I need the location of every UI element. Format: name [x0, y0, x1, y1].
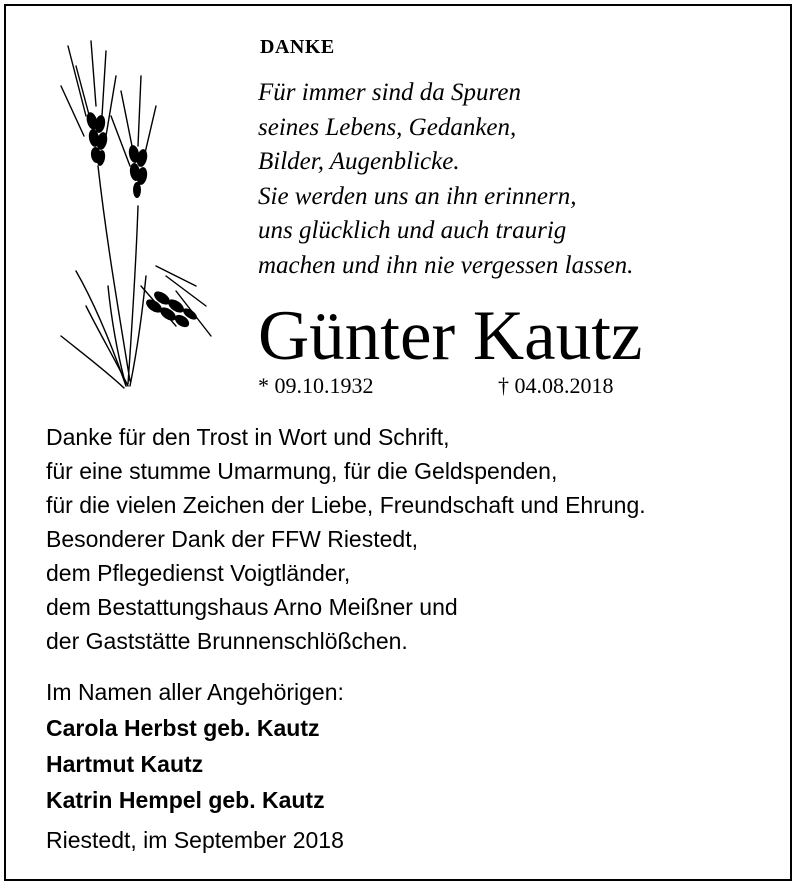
deceased-name: Günter Kautz: [258, 297, 643, 375]
notice-heading: DANKE: [260, 36, 335, 58]
thanks-text: [46, 420, 786, 658]
poem-line: seines Lebens, Gedanken,: [258, 113, 517, 141]
thanks-line: dem Pflegedienst Voigtländer,: [46, 560, 351, 586]
birth-date: * 09.10.1932: [258, 373, 374, 398]
thanks-line: Danke für den Trost in Wort und Schrift,: [46, 424, 450, 450]
signer-name: Hartmut Kautz: [46, 751, 204, 777]
thanks-line: dem Bestattungshaus Arno Meißner und: [46, 594, 458, 620]
signoff-intro: Im Namen aller Angehörigen:: [46, 679, 344, 705]
thanks-line: für eine stumme Umarmung, für die Geldspenden,: [46, 458, 558, 484]
death-date: † 04.08.2018: [498, 373, 614, 398]
poem-line: Bilder, Augenblicke.: [258, 148, 460, 175]
poem: [258, 76, 778, 283]
poem-line: Sie werden uns an ihn erinnern,: [258, 182, 577, 210]
signer-name: Katrin Hempel geb. Kautz: [46, 787, 325, 813]
place-date: Riestedt, im September 2018: [46, 827, 344, 853]
signers-block: [46, 674, 766, 818]
thanks-line: für die vielen Zeichen der Liebe, Freundschaft und Ehrung.: [46, 492, 646, 518]
poem-line: Für immer sind da Spuren: [258, 79, 521, 106]
signer-name: Carola Herbst geb. Kautz: [46, 715, 320, 741]
wheat-icon: [46, 36, 216, 396]
thanks-line: Besonderer Dank der FFW Riestedt,: [46, 526, 418, 552]
thanks-line: der Gaststätte Brunnenschlößchen.: [46, 628, 408, 654]
poem-line: machen und ihn nie vergessen lassen.: [258, 251, 634, 279]
poem-line: uns glücklich und auch traurig: [258, 217, 567, 244]
